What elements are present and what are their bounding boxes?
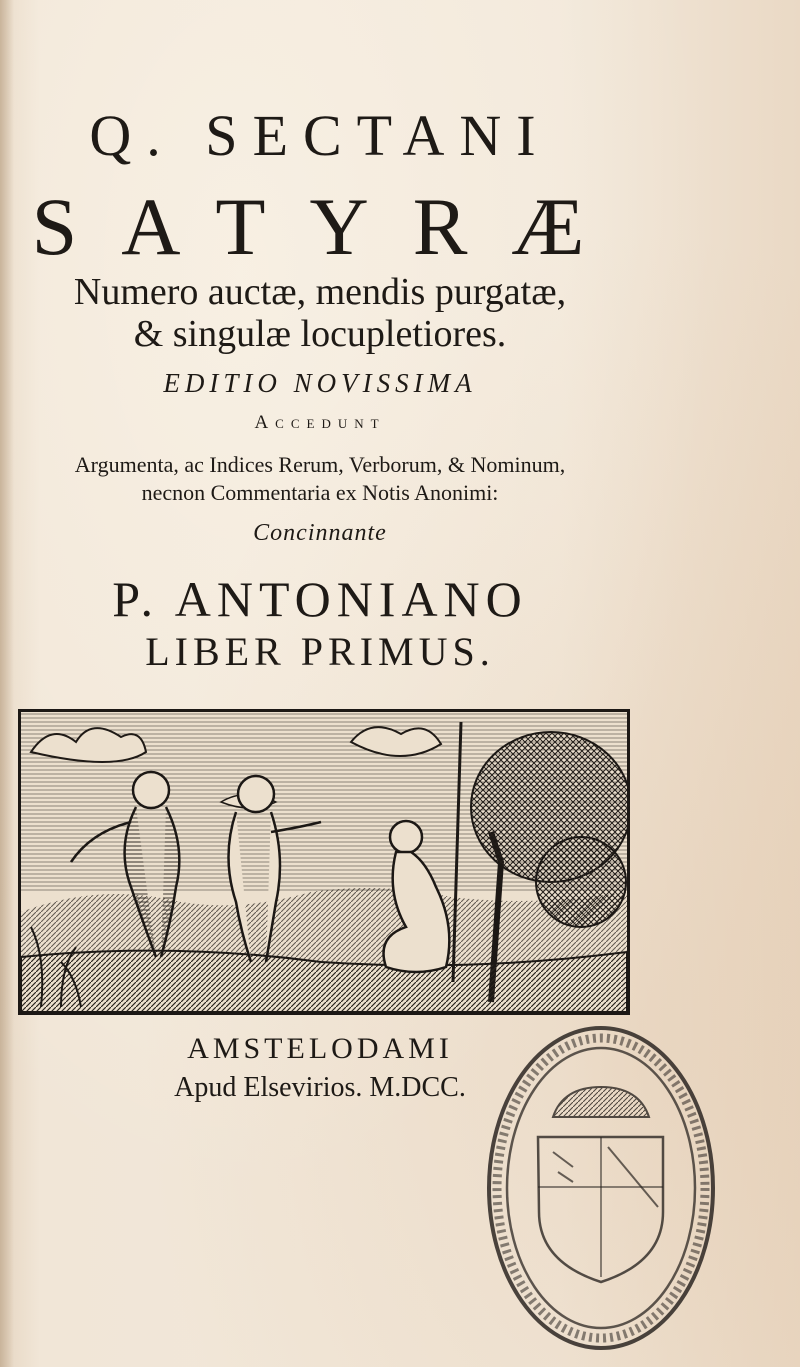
book-title: SATYRÆ [31, 181, 629, 272]
stamp-image [483, 1022, 719, 1354]
subtitle-line-2: & singulæ locupletiores. [133, 313, 507, 355]
woodcut-illustration [18, 709, 630, 1015]
book-number: LIBER PRIMUS. [145, 629, 495, 674]
editor-name: P. ANTONIANO [112, 571, 528, 627]
edition-statement: EDITIO NOVISSIMA [163, 368, 477, 398]
imprint-place: AMSTELODAMI [187, 1032, 453, 1065]
imprint-printer-date: Apud Elsevirios. M.DCC. [174, 1072, 466, 1103]
subtitle-line-1: Numero auctæ, mendis purgatæ, [73, 271, 567, 313]
woodcut-image [21, 712, 627, 1012]
accedunt-label: Accedunt [254, 412, 386, 433]
contents-line-2: necnon Commentaria ex Notis Anonimi: [141, 480, 499, 505]
contents-line-1: Argumenta, ac Indices Rerum, Verborum, & Nominum, [74, 452, 566, 477]
concinnante-label: Concinnante [253, 520, 387, 546]
library-stamp [483, 1022, 719, 1354]
author-name: Q. SECTANI [89, 103, 551, 168]
